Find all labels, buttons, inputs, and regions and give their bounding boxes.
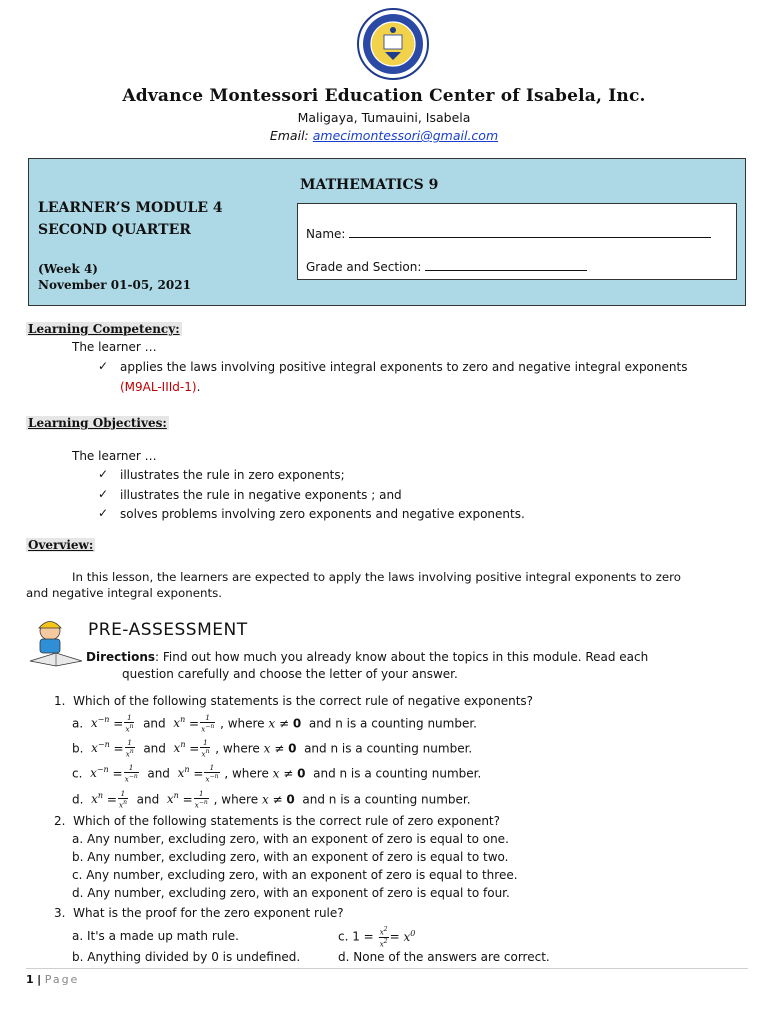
competency-heading: Learning Competency: [28,322,180,336]
q3-option-c[interactable]: c. 1 = $\frac{x^2}{x^2}$ = $x^0$ [338,926,416,948]
module-line-2: SECOND QUARTER [38,222,191,238]
school-seal-logo [357,8,429,80]
module-line-1: LEARNER’S MODULE 4 [38,200,223,216]
q2-option-c[interactable]: c. Any number, excluding zero, with an exponent of zero is equal to three. [72,868,518,882]
school-email [0,128,768,143]
page-number: 1 [26,973,34,986]
objectives-heading: Learning Objectives: [28,416,167,430]
grade-section-field[interactable] [425,259,587,271]
footer-divider [26,968,748,969]
directions-line-1: Directions: Find out how much you already know about the topics in this module. Read each [86,650,649,664]
page-separator: | [37,973,42,986]
directions-label: Directions [86,650,156,664]
name-label: Name: [306,227,346,241]
school-name: Advance Montessori Education Center of Isabela, Inc. [122,86,646,106]
objectives-intro: The learner … [72,449,157,463]
week-info [38,261,191,293]
objective-item: solves problems involving zero exponents and negative exponents. [120,507,525,521]
q2-option-a[interactable]: a. Any number, excluding zero, with an exponent of zero is equal to one. [72,832,509,846]
student-info-box [297,203,737,280]
page-footer [26,973,79,986]
email-label: Email: [269,128,309,143]
q3-option-b[interactable]: b. Anything divided by 0 is undefined. [72,950,301,964]
check-icon: ✓ [98,506,109,520]
question-2: 2. Which of the following statements is the correct rule of zero exponent? [54,814,500,828]
objective-item: illustrates the rule in zero exponents; [120,468,345,482]
overview-line-2: and negative integral exponents. [26,586,222,600]
grade-label: Grade and Section: [306,260,422,274]
pre-assessment-title: PRE-ASSESSMENT [88,620,248,640]
student-reading-icon [26,617,84,667]
week-label: (Week 4) [38,262,98,276]
check-icon: ✓ [98,467,109,481]
q1-option-c[interactable]: c. $x^{-n}$ = $\frac{1}{x^{-n}}$ and $x^n$ = $\frac{1}{x^{-n}}$ , where x ≠ 0 and n is a counting number. [72,763,482,784]
q1-option-d[interactable]: d. $x^n$ = $\frac{1}{x^n}$ and $x^n$ = $\frac{1}{x^{-n}}$ , where x ≠ 0 and n is a counting number. [72,789,471,810]
competency-code-line: (M9AL-IIId-1). [120,380,201,394]
q2-option-b[interactable]: b. Any number, excluding zero, with an exponent of zero is equal to two. [72,850,509,864]
q2-option-d[interactable]: d. Any number, excluding zero, with an exponent of zero is equal to four. [72,886,510,900]
week-dates: November 01-05, 2021 [38,278,191,292]
directions-line-2: question carefully and choose the letter of your answer. [122,667,458,681]
school-address: Maligaya, Tumauini, Isabela [297,110,471,125]
page-label: Page [44,973,80,986]
email-link[interactable]: amecimontessori@gmail.com [312,128,499,143]
question-3: 3. What is the proof for the zero exponent rule? [54,906,344,920]
name-row [306,226,711,241]
question-1: 1. Which of the following statements is the correct rule of negative exponents? [54,694,534,708]
q3-option-d[interactable]: d. None of the answers are correct. [338,950,550,964]
q3-option-a[interactable]: a. It's a made up math rule. [72,929,239,943]
name-field[interactable] [349,226,711,238]
q1-option-a[interactable]: a. $x^{-n}$ = $\frac{1}{x^n}$ and $x^n$ = $\frac{1}{x^{-n}}$ , where x ≠ 0 and n is a counting number. [72,713,477,734]
competency-intro: The learner … [72,340,157,354]
overview-line-1: In this lesson, the learners are expected to apply the laws involving positive integral exponents to zero [72,570,681,584]
competency-item: applies the laws involving positive integral exponents to zero and negative integral exponents [120,360,688,374]
overview-heading: Overview: [28,538,94,552]
check-icon: ✓ [98,359,109,373]
module-title [38,197,223,241]
check-icon: ✓ [98,487,109,501]
q1-option-b[interactable]: b. $x^{-n}$ = $\frac{1}{x^n}$ and $x^n$ = $\frac{1}{x^n}$ , where x ≠ 0 and n is a counting number. [72,738,473,759]
objective-item: illustrates the rule in negative exponents ; and [120,488,402,502]
subject-title: MATHEMATICS 9 [300,177,439,193]
competency-code: (M9AL-IIId-1) [120,380,197,394]
grade-row [306,259,587,274]
